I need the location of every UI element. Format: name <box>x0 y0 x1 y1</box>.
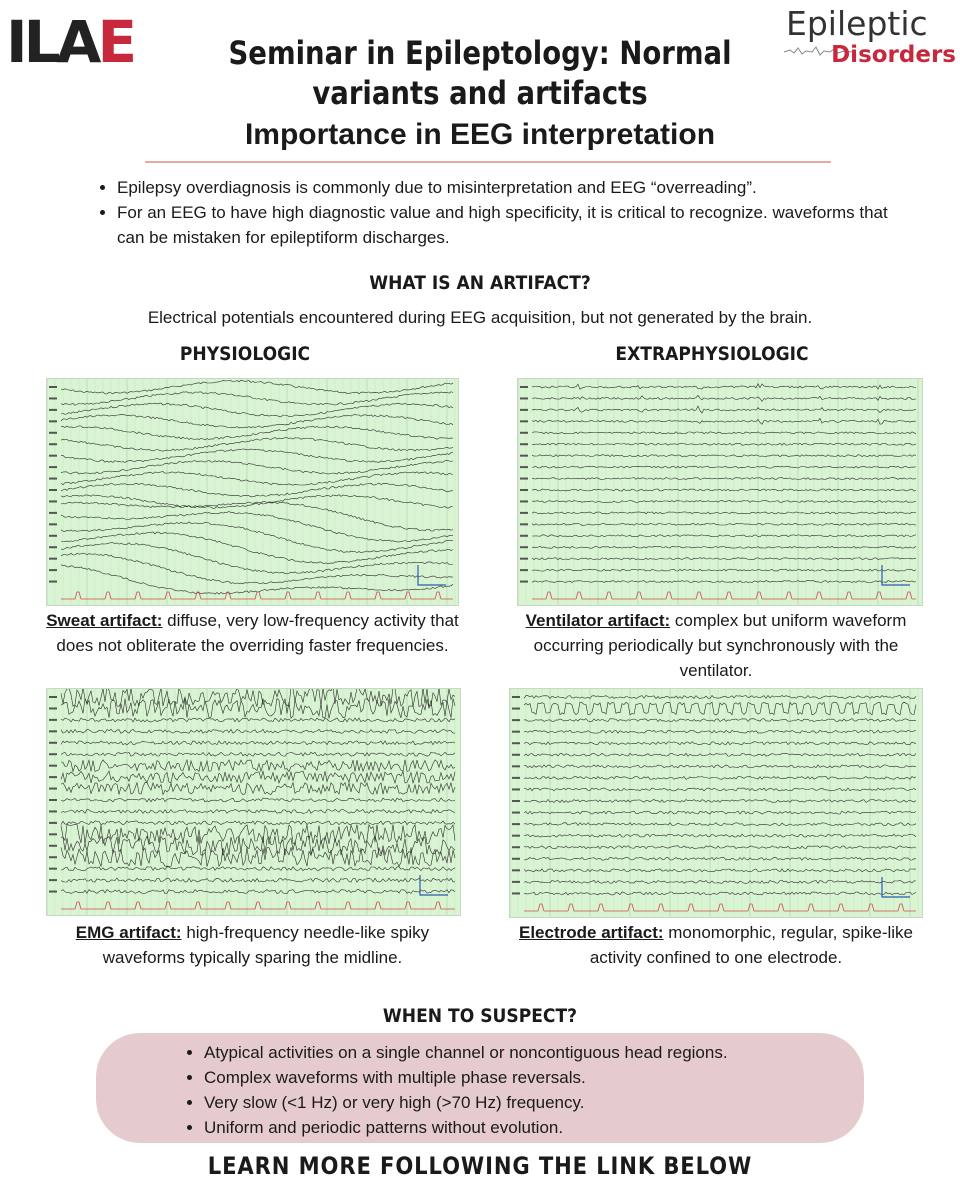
emg-caption <box>40 920 465 970</box>
sweat-desc: diffuse, very low-frequency activity that does not obliterate the overriding faster frequencies. <box>56 611 459 655</box>
suspect-list <box>186 1040 864 1140</box>
emg-desc: high-frequency needle-like spiky waveforms typically sparing the midline. <box>102 923 430 967</box>
electrode-term: Electrode artifact: <box>519 923 664 942</box>
ilae-logo <box>6 8 134 76</box>
intro-list <box>97 175 917 250</box>
physiologic-heading: PHYSIOLOGIC <box>179 343 311 365</box>
list-item: • Very slow (<1 Hz) or very high (>70 Hz) frequency. <box>204 1090 864 1115</box>
emg-eeg-image <box>46 688 461 916</box>
emg-term: EMG artifact: <box>75 923 182 942</box>
extraphysiologic-heading: EXTRAPHYSIOLOGIC <box>615 343 809 365</box>
list-item: • Atypical activities on a single channel or noncontiguous head regions. <box>204 1040 864 1065</box>
sweat-eeg-image <box>46 378 459 606</box>
title-divider <box>145 161 831 163</box>
electrode-caption <box>510 920 922 970</box>
ventilator-eeg-image <box>517 378 923 606</box>
ventilator-desc: complex but uniform waveform occurring periodically but synchronously with the ventilator. <box>533 611 907 680</box>
sweat-caption <box>40 608 465 658</box>
electrode-desc: monomorphic, regular, spike-like activity confined to one electrode. <box>589 923 913 967</box>
sweat-term: Sweat artifact: <box>46 611 163 630</box>
journal-name-line2: Disorders <box>831 42 956 68</box>
learn-more-cta: LEARN MORE FOLLOWING THE LINK BELOW <box>207 1152 753 1180</box>
page-title: Seminar in Epileptology: Normal variants and artifacts <box>228 34 732 112</box>
list-item: • Epilepsy overdiagnosis is commonly due to misinterpretation and EEG “overreading”. <box>117 175 917 200</box>
electrode-eeg-image <box>509 688 923 918</box>
list-item: • Uniform and periodic patterns without evolution. <box>204 1115 864 1140</box>
list-item: • Complex waveforms with multiple phase reversals. <box>204 1065 864 1090</box>
ventilator-caption <box>510 608 922 683</box>
journal-name-line1: Epileptic <box>786 4 928 43</box>
epileptic-disorders-logo <box>782 4 958 74</box>
list-item: • For an EEG to have high diagnostic value and high specificity, it is critical to recognize. waveforms that can be mistaken for epileptiform discharges. <box>117 200 917 250</box>
ilae-logo-text: ILAE <box>6 8 134 76</box>
artifact-heading: WHAT IS AN ARTIFACT? <box>369 272 591 294</box>
page-subtitle: Importance in EEG interpretation <box>244 118 716 151</box>
artifact-definition: Electrical potentials encountered during EEG acquisition, but not generated by the brain. <box>147 308 813 327</box>
suspect-heading: WHEN TO SUSPECT? <box>382 1005 578 1027</box>
ventilator-term: Ventilator artifact: <box>525 611 671 630</box>
